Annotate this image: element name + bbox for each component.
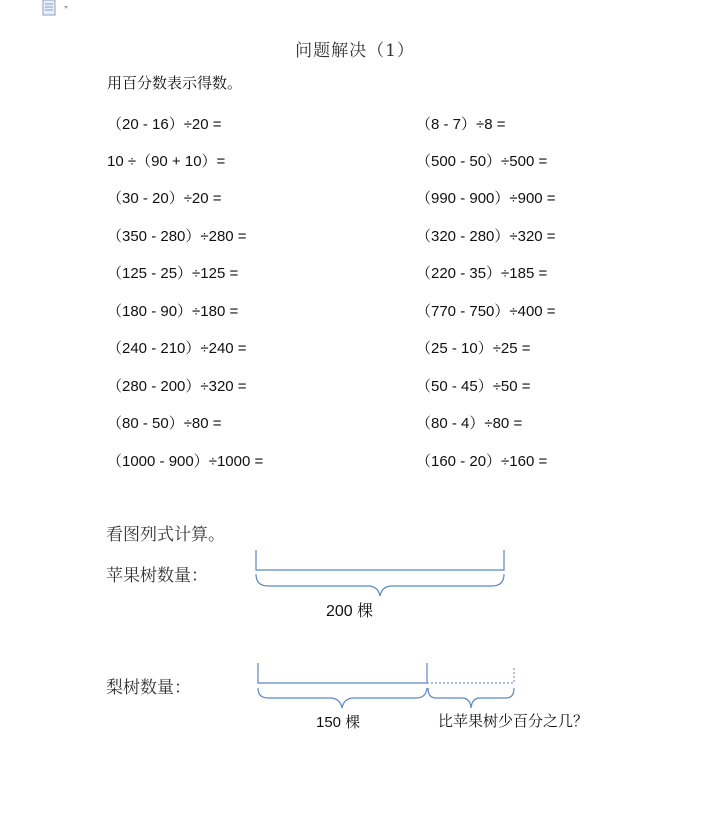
pear-brace (258, 688, 427, 708)
exercise-item: （180 - 90）÷180 = (107, 303, 239, 320)
exercise-item: （350 - 280）÷280 = (107, 228, 247, 245)
exercise-item: （80 - 50）÷80 = (107, 415, 222, 432)
exercise-item: （320 - 280）÷320 = (416, 228, 556, 245)
exercise-item: （770 - 750）÷400 = (416, 303, 556, 320)
exercise-item: （160 - 20）÷160 = (416, 453, 548, 470)
exercise-item: （220 - 35）÷185 = (416, 265, 548, 282)
apple-brace (256, 574, 504, 596)
pear-remainder (427, 666, 514, 683)
apple-tree-label: 苹果树数量： (106, 566, 208, 586)
exercise-item: （280 - 200）÷320 = (107, 378, 247, 395)
exercise-item: （20 - 16）÷20 = (107, 116, 222, 133)
difference-brace (428, 688, 514, 708)
exercise-item: （25 - 10）÷25 = (416, 340, 531, 357)
pear-tree-label: 梨树数量： (106, 678, 191, 698)
apple-count: 200 棵 (326, 603, 374, 620)
page-title: 问题解决（1） (295, 41, 415, 61)
exercise-item: （240 - 210）÷240 = (107, 340, 247, 357)
exercise-item: （80 - 4）÷80 = (416, 415, 523, 432)
exercise-item: （30 - 20）÷20 = (107, 190, 222, 207)
difference-question: 比苹果树少百分之几？ (438, 713, 589, 730)
pear-count: 150 棵 (316, 714, 361, 731)
instruction: 用百分数表示得数。 (107, 75, 243, 92)
exercise-item: （500 - 50）÷500 = (416, 153, 548, 170)
exercise-item: （990 - 900）÷900 = (416, 190, 556, 207)
exercise-item: （125 - 25）÷125 = (107, 265, 239, 282)
exercise-item: （50 - 45）÷50 = (416, 378, 531, 395)
section-title: 看图列式计算。 (106, 525, 225, 545)
pear-segment (258, 663, 427, 683)
exercise-item: （1000 - 900）÷1000 = (107, 453, 264, 470)
exercise-item: 10 ÷（90 + 10）= (107, 153, 226, 170)
apple-segment (256, 550, 504, 570)
exercise-item: （8 - 7）÷8 = (416, 116, 506, 133)
